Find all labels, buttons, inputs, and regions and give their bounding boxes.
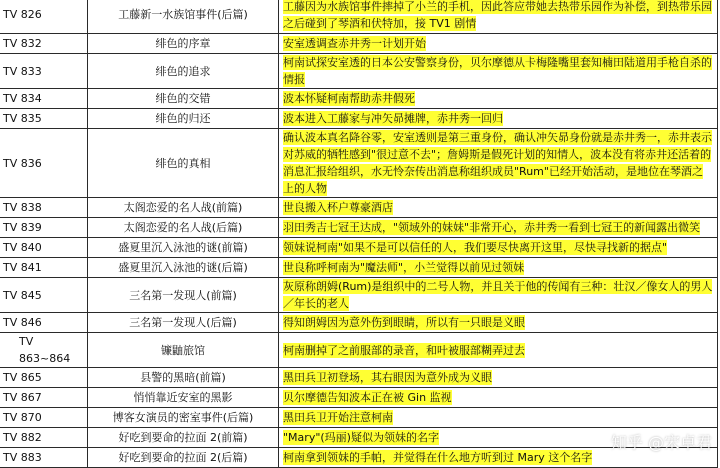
table-row xyxy=(0,258,718,278)
episode-number: TV 832 xyxy=(0,34,88,54)
episode-number: TV 835 xyxy=(0,109,88,129)
episode-description: 波本进入工藤家与冲矢昴摊牌，赤井秀一回归 xyxy=(283,112,503,125)
episode-description-cell xyxy=(279,54,718,89)
episode-description-cell xyxy=(279,129,718,198)
episode-description-cell xyxy=(279,89,718,109)
table-row xyxy=(0,34,718,54)
episode-title: 悄悄靠近安室的黑影 xyxy=(88,388,279,408)
episode-description-cell xyxy=(279,388,718,408)
table-row xyxy=(0,428,718,448)
episode-number: TV 883 xyxy=(0,448,88,468)
episode-number: TV 863~864 xyxy=(0,333,88,368)
table-row xyxy=(0,198,718,218)
episode-description-cell xyxy=(279,198,718,218)
episode-title: 太阁恋爱的名人战(后篇) xyxy=(88,218,279,238)
episode-description-cell xyxy=(279,428,718,448)
episode-number: TV 867 xyxy=(0,388,88,408)
episode-title: 绯色的序章 xyxy=(88,34,279,54)
episode-description-cell xyxy=(279,0,718,34)
episode-title: 绯色的追求 xyxy=(88,54,279,89)
table-row xyxy=(0,408,718,428)
table-row xyxy=(0,238,718,258)
episode-description-cell xyxy=(279,218,718,238)
episode-title: 盛夏里沉入泳池的谜(前篇) xyxy=(88,238,279,258)
episode-description-cell xyxy=(279,109,718,129)
episode-title: 三名第一发现人(后篇) xyxy=(88,313,279,333)
episode-description: 安室透调查赤井秀一计划开始 xyxy=(283,37,426,50)
episode-number: TV 839 xyxy=(0,218,88,238)
episode-title: 博客女演员的密室事件(后篇) xyxy=(88,408,279,428)
episode-title: 好吃到要命的拉面 2(后篇) xyxy=(88,448,279,468)
episode-description: 柯南删掉了之前服部的录音，和叶被服部糊弄过去 xyxy=(283,343,525,357)
table-row xyxy=(0,448,718,468)
table-row xyxy=(0,388,718,408)
table-row xyxy=(0,109,718,129)
episode-title: 工藤新一水族馆事件(后篇) xyxy=(88,0,279,34)
episode-description: 灰原称朗姆(Rum)是组织中的二号人物，并且关于他的传闻有三种：壮汉／像女人的男人／年长的老人 xyxy=(283,280,713,310)
episode-description: 柯南拿到领妹的手帕，并觉得在什么地方听到过 Mary 这个名字 xyxy=(283,451,593,464)
episode-number: TV 836 xyxy=(0,129,88,198)
episode-number: TV 865 xyxy=(0,368,88,388)
table-row xyxy=(0,218,718,238)
episode-description: 黑田兵卫初登场，其右眼因为意外成为义眼 xyxy=(283,371,492,384)
episode-description-cell xyxy=(279,368,718,388)
episode-number: TV 834 xyxy=(0,89,88,109)
episode-number: TV 870 xyxy=(0,408,88,428)
table-row xyxy=(0,0,718,34)
episode-description: 贝尔摩德告知波本正在被 Gin 监视 xyxy=(283,391,452,404)
table-row xyxy=(0,129,718,198)
episode-description-cell xyxy=(279,333,718,368)
episode-title: 好吃到要命的拉面 2(前篇) xyxy=(88,428,279,448)
episode-description-cell xyxy=(279,408,718,428)
episode-number: TV 846 xyxy=(0,313,88,333)
episode-number: TV 838 xyxy=(0,198,88,218)
episode-title: 绯色的归还 xyxy=(88,109,279,129)
episode-number: TV 826 xyxy=(0,0,88,34)
episode-description-cell xyxy=(279,278,718,313)
episode-title: 盛夏里沉入泳池的谜(后篇) xyxy=(88,258,279,278)
watermark: 知乎 @宋卓君 xyxy=(610,433,712,452)
table-row xyxy=(0,54,718,89)
episode-description-cell xyxy=(279,448,718,468)
episode-number: TV 841 xyxy=(0,258,88,278)
episode-description-cell xyxy=(279,313,718,333)
episode-description: 波本怀疑柯南帮助赤井假死 xyxy=(283,92,415,105)
episode-description: 世良称呼柯南为"魔法师"，小兰觉得以前见过领妹 xyxy=(283,261,525,274)
episode-title: 县警的黑暗(前篇) xyxy=(88,368,279,388)
table-row xyxy=(0,278,718,313)
episode-description: 黑田兵卫开始注意柯南 xyxy=(283,411,393,424)
episode-number: TV 845 xyxy=(0,278,88,313)
table-row xyxy=(0,313,718,333)
episode-description: 工藤因为水族馆事件摔掉了小兰的手机，因此答应带她去热带乐园作为补偿，到热带乐园之后碰到了琴酒和伏特加，接 TV1 剧情 xyxy=(283,0,712,30)
episode-description: 得知朗姆因为意外伤到眼睛，所以有一只眼是义眼 xyxy=(283,316,525,329)
episode-number: TV 840 xyxy=(0,238,88,258)
episode-title: 太阁恋爱的名人战(前篇) xyxy=(88,198,279,218)
table-row xyxy=(0,333,718,368)
episode-description-cell xyxy=(279,238,718,258)
episode-description: 羽田秀吉七冠王达成，"领域外的妹妹"非常开心，赤井秀一看到七冠王的新闻露出微笑 xyxy=(283,221,701,234)
table-row xyxy=(0,89,718,109)
episode-title: 绯色的真相 xyxy=(88,129,279,198)
episode-number: TV 833 xyxy=(0,54,88,89)
episode-title: 绯色的交错 xyxy=(88,89,279,109)
episode-description: 柯南试探安室透的日本公安警察身份，贝尔摩德从卡梅隆嘴里套知楠田陆道用手枪自杀的情报 xyxy=(283,56,712,86)
episode-number: TV 882 xyxy=(0,428,88,448)
table-row xyxy=(0,368,718,388)
episode-description: 确认波本真名降谷零，安室透则是第三重身份，确认冲矢昴身份就是赤井秀一，赤井表示对苏威的牺牲感到"很过意不去"；詹姆斯是假死计划的知情人，波本没有将赤井还活着的消息汇报给组织，水无怜奈传出消息称组织成员"Rum"已经开始活动，是地位在琴酒之上的人物 xyxy=(283,131,712,195)
episode-description: 世良搬入杯户尊豪酒店 xyxy=(283,201,393,214)
episode-description: 领妹说柯南"如果不是可以信任的人，我们要尽快离开这里，尽快寻找新的据点" xyxy=(283,241,668,254)
episode-description-cell xyxy=(279,258,718,278)
episode-description-cell xyxy=(279,34,718,54)
episode-title: 三名第一发现人(前篇) xyxy=(88,278,279,313)
episode-description: "Mary"(玛丽)疑似为领妹的名字 xyxy=(283,431,439,444)
episode-title: 镰鼬旅馆 xyxy=(88,333,279,368)
